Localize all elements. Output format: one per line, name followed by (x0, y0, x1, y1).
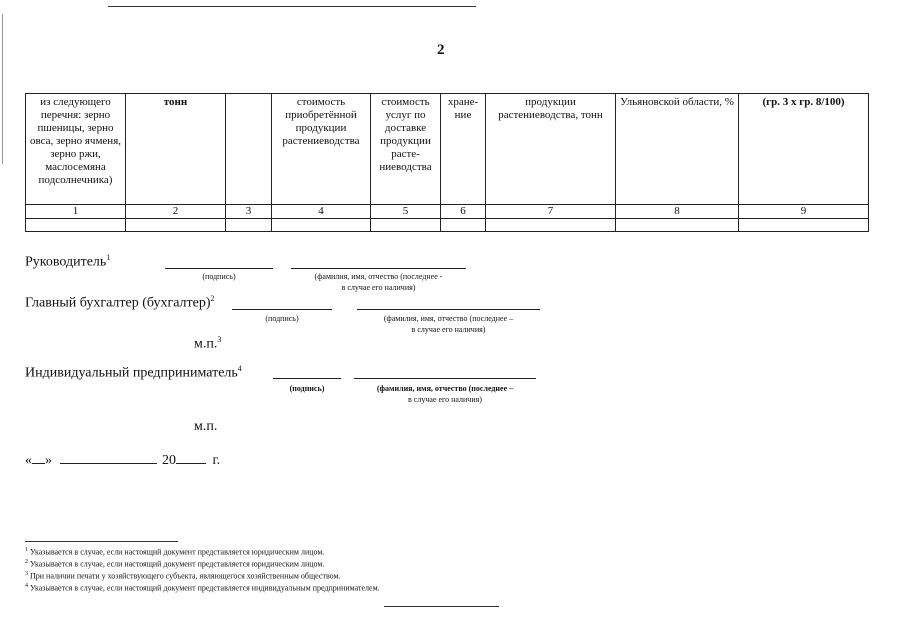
left-margin-rule (2, 14, 3, 164)
head-footnote-mark: 1 (106, 253, 111, 262)
head-label (25, 253, 110, 271)
page-number: 2 (437, 42, 445, 58)
header-cell-9: (гр. 3 х гр. 8/100) (739, 94, 869, 205)
stamp-place-2: м.п. (194, 419, 218, 434)
date-close-quote: » (45, 453, 52, 468)
footnote-mark: 4 (25, 583, 28, 589)
head-label-text: Руководитель (25, 254, 107, 270)
empty-cell[interactable] (486, 219, 616, 232)
header-cell-2: тонн (126, 94, 226, 205)
head-signature-line[interactable] (165, 268, 273, 269)
header-cell-4: стоимость приобретённой продукции растениеводства (272, 94, 371, 205)
entrepreneur-name-caption-line-1: (фамилия, имя, отчество (последнее – (376, 384, 514, 393)
column-number: 7 (486, 205, 616, 219)
head-signature-caption: (подпись) (202, 272, 236, 281)
entrepreneur-label (25, 364, 242, 382)
column-number: 2 (126, 205, 226, 219)
head-name-caption (291, 271, 466, 293)
accountant-name-caption (357, 313, 540, 335)
empty-cell[interactable] (441, 219, 486, 232)
column-number-row (26, 205, 869, 219)
top-rule (108, 6, 476, 7)
entrepreneur-footnote-mark: 4 (237, 364, 242, 373)
footnote-text: Указывается в случае, если настоящий документ представляется юридическим лицом. (30, 547, 325, 557)
footnote-2 (25, 559, 324, 569)
empty-cell[interactable] (26, 219, 126, 232)
footnote-1 (25, 547, 324, 557)
stamp-place-1-text: м.п. (194, 336, 218, 352)
column-number: 9 (739, 205, 869, 219)
accountant-name-caption-line-2: в случае его наличия) (411, 325, 486, 334)
accountant-label (25, 294, 215, 312)
empty-cell[interactable] (371, 219, 441, 232)
entrepreneur-name-line[interactable] (354, 378, 536, 379)
footnote-3 (25, 571, 341, 581)
stamp-footnote-mark: 3 (217, 335, 222, 344)
column-number: 4 (272, 205, 371, 219)
day-blank[interactable] (32, 450, 45, 464)
header-cell-8: Ульяновской области, % (616, 94, 739, 205)
accountant-signature-line[interactable] (232, 309, 332, 310)
entrepreneur-signature-caption: (подпись) (289, 384, 325, 393)
accountant-footnote-mark: 2 (210, 294, 215, 303)
date-open-quote: « (25, 453, 32, 468)
bottom-rule (384, 606, 499, 607)
header-cell-7: продукции растениеводства, тонн (486, 94, 616, 205)
footnote-mark: 2 (25, 559, 28, 565)
month-blank[interactable] (60, 450, 157, 464)
stamp-place-1 (194, 335, 221, 353)
empty-cell[interactable] (616, 219, 739, 232)
entrepreneur-name-caption (354, 383, 536, 405)
empty-cell[interactable] (226, 219, 272, 232)
header-cell-6: хране-ние (441, 94, 486, 205)
table-header-row (26, 94, 869, 205)
column-number: 8 (616, 205, 739, 219)
entrepreneur-name-caption-line-2: в случае его наличия) (408, 395, 482, 404)
head-name-caption-line-2: в случае его наличия) (341, 283, 416, 292)
header-cell-5: стоимость услуг по доставке продукции расте-ниеводства (371, 94, 441, 205)
footnote-mark: 1 (25, 547, 28, 553)
year-suffix: г. (212, 453, 221, 468)
empty-cell[interactable] (126, 219, 226, 232)
data-table (25, 93, 869, 232)
head-name-line[interactable] (291, 268, 466, 269)
header-cell-1: из следующего перечня: зерно пшеницы, зерно овса, зерно ячменя, зерно ржи, маслосемяна подсолнечника) (26, 94, 126, 205)
entrepreneur-label-text: Индивидуальный предприниматель (25, 365, 238, 381)
year-blank[interactable] (176, 450, 206, 464)
footnote-text: Указывается в случае, если настоящий документ представляется юридическим лицом. (30, 559, 325, 569)
entrepreneur-signature-line[interactable] (273, 378, 341, 379)
footnote-4 (25, 583, 380, 593)
empty-cell[interactable] (272, 219, 371, 232)
year-prefix: 20 (162, 453, 176, 468)
column-number: 1 (26, 205, 126, 219)
accountant-name-caption-line-1: (фамилия, имя, отчество (последнее – (383, 314, 514, 323)
column-number: 5 (371, 205, 441, 219)
column-number: 6 (441, 205, 486, 219)
accountant-name-line[interactable] (357, 309, 540, 310)
footnote-text: При наличии печати у хозяйствующего субъекта, являющегося хозяйственным обществом. (30, 571, 341, 581)
table-empty-row (26, 219, 869, 232)
accountant-signature-caption: (подпись) (265, 314, 299, 323)
footnote-mark: 3 (25, 571, 28, 577)
empty-cell[interactable] (739, 219, 869, 232)
head-name-caption-line-1: (фамилия, имя, отчество (последнее - (314, 272, 443, 281)
header-cell-3 (226, 94, 272, 205)
accountant-label-text: Главный бухгалтер (бухгалтер) (25, 295, 211, 311)
date-line (25, 450, 220, 469)
footnote-separator (25, 541, 178, 542)
column-number: 3 (226, 205, 272, 219)
footnote-text: Указывается в случае, если настоящий документ представляется индивидуальным предпринимателем. (30, 583, 380, 593)
